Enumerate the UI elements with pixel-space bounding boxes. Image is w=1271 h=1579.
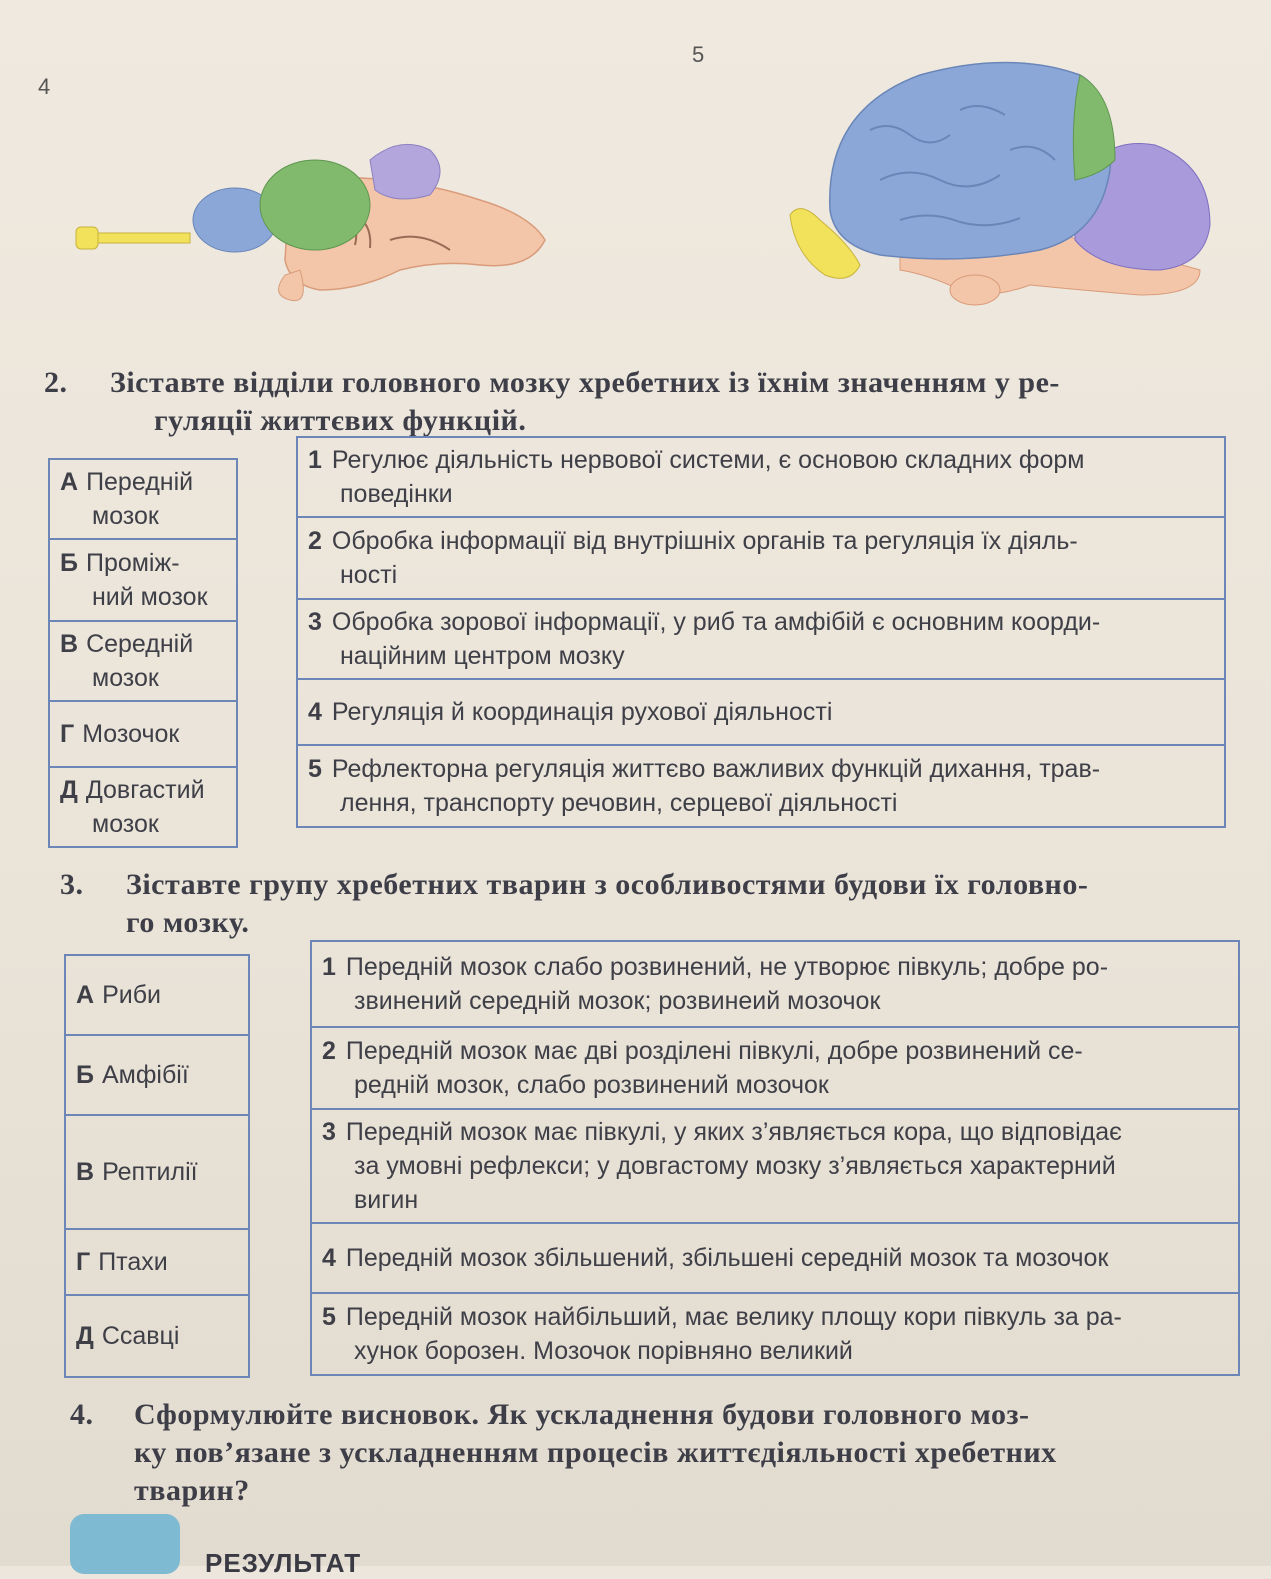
option-label: Рептилії bbox=[102, 1158, 198, 1186]
task-4-text-line-1: Сформулюйте висновок. Як ускладнення будови головного моз- bbox=[134, 1398, 1030, 1431]
task-3-right-row bbox=[311, 1109, 1239, 1223]
answer-text: Передній мозок слабо розвинений, не утворює півкуль; добре ро- bbox=[345, 953, 1109, 981]
task-3-number: 3. bbox=[60, 868, 84, 901]
task-4-heading bbox=[70, 1396, 1250, 1516]
task-3-left-row bbox=[65, 1035, 249, 1115]
option-label: Передній bbox=[86, 468, 194, 496]
task-3-left-row bbox=[65, 1115, 249, 1229]
task-3-right-cell bbox=[311, 1293, 1239, 1375]
option-letter: Д bbox=[76, 1322, 94, 1350]
task-3-right-table bbox=[310, 940, 1240, 1376]
option-letter: В bbox=[76, 1158, 95, 1186]
task-2-left-row bbox=[49, 459, 237, 539]
task-2-left-cell bbox=[49, 459, 237, 539]
task-3-text-line-2: го мозку. bbox=[126, 906, 250, 939]
answer-number: 2 bbox=[322, 1037, 336, 1065]
result-section-label: РЕЗУЛЬТАТ bbox=[205, 1548, 362, 1578]
option-label: Амфібії bbox=[101, 1061, 189, 1089]
answer-text: Обробка зорової інформації, у риб та амфібій є основним коорди- bbox=[331, 608, 1101, 636]
task-3-right-row bbox=[311, 1223, 1239, 1293]
answer-number: 1 bbox=[308, 446, 322, 474]
figure-label-4: 4 bbox=[38, 74, 51, 99]
task-2-right-row bbox=[297, 517, 1225, 599]
answer-text-cont: ності bbox=[340, 561, 398, 589]
task-3-heading bbox=[60, 866, 1250, 946]
answer-number: 3 bbox=[308, 608, 322, 636]
answer-number: 5 bbox=[322, 1303, 336, 1331]
task-2-right-cell bbox=[297, 599, 1225, 679]
option-label-cont: ний мозок bbox=[92, 583, 208, 611]
option-letter: Г bbox=[76, 1248, 91, 1276]
task-2-text-line-1: Зіставте відділи головного мозку хребетних із їхнім значенням у ре- bbox=[110, 366, 1060, 399]
task-3-left-cell bbox=[65, 1295, 249, 1377]
answer-text-cont: поведінки bbox=[340, 480, 453, 508]
answer-number: 4 bbox=[322, 1244, 336, 1272]
task-3-right-cell bbox=[311, 1109, 1239, 1223]
task-3-left-row bbox=[65, 955, 249, 1035]
option-label: Риби bbox=[102, 981, 161, 1009]
task-2-right-cell bbox=[297, 679, 1225, 745]
answer-text: Передній мозок має півкулі, у яких з’являється кора, що відповідає bbox=[345, 1118, 1122, 1146]
answer-text-cont: вигин bbox=[354, 1186, 419, 1214]
option-label: Довгастий bbox=[85, 776, 205, 804]
task-2-left-table bbox=[48, 458, 238, 848]
answer-number: 4 bbox=[308, 698, 322, 726]
task-2-left-row bbox=[49, 539, 237, 621]
task-3-right-cell bbox=[311, 1223, 1239, 1293]
task-2-left-cell bbox=[49, 767, 237, 847]
figure-label-5: 5 bbox=[692, 42, 705, 67]
answer-text-cont: наційним центром мозку bbox=[340, 642, 625, 670]
task-2-right-table bbox=[296, 436, 1226, 828]
task-2-left-cell bbox=[49, 701, 237, 767]
task-3-left-table bbox=[64, 954, 250, 1378]
task-2-text-line-2: гуляції життєвих функцій. bbox=[154, 404, 527, 437]
option-letter: Б bbox=[60, 549, 78, 577]
option-label-cont: мозок bbox=[92, 664, 159, 692]
answer-text: Рефлекторна регуляція життєво важливих функцій дихання, трав- bbox=[331, 755, 1101, 783]
task-3-right-row bbox=[311, 1027, 1239, 1109]
brain-illustration-mammal bbox=[780, 50, 1220, 310]
task-2-right-cell bbox=[297, 437, 1225, 517]
task-4-text-line-3: тварин? bbox=[134, 1474, 250, 1507]
task-3-left-cell bbox=[65, 1035, 249, 1115]
task-3-right-row bbox=[311, 1293, 1239, 1375]
task-3-right-row bbox=[311, 941, 1239, 1027]
answer-text: Передній мозок має дві розділені півкулі, добре розвинений се- bbox=[345, 1037, 1083, 1065]
task-2-heading bbox=[44, 364, 1244, 444]
option-letter: Д bbox=[60, 776, 78, 804]
answer-text: Регулює діяльність нервової системи, є основою складних форм bbox=[331, 446, 1085, 474]
option-label: Середній bbox=[86, 630, 194, 658]
brain-illustration-simple bbox=[60, 120, 580, 320]
option-label: Ссавці bbox=[101, 1322, 180, 1350]
task-2-left-cell bbox=[49, 621, 237, 701]
task-2-right-row bbox=[297, 745, 1225, 827]
option-letter: В bbox=[60, 630, 79, 658]
option-label-cont: мозок bbox=[92, 502, 159, 530]
task-2-right-cell bbox=[297, 745, 1225, 827]
option-letter: Г bbox=[60, 720, 75, 748]
option-label: Мозочок bbox=[82, 720, 180, 748]
task-2-left-row bbox=[49, 767, 237, 847]
task-3-right-cell bbox=[311, 941, 1239, 1027]
option-label: Проміж- bbox=[85, 549, 180, 577]
task-3-left-cell bbox=[65, 955, 249, 1035]
answer-text: Обробка інформації від внутрішніх органів та регуляція їх діяль- bbox=[331, 527, 1078, 555]
answer-number: 5 bbox=[308, 755, 322, 783]
option-letter: А bbox=[60, 468, 79, 496]
task-2-left-cell bbox=[49, 539, 237, 621]
task-2-left-row bbox=[49, 621, 237, 701]
task-2-right-cell bbox=[297, 517, 1225, 599]
option-label: Птахи bbox=[98, 1248, 168, 1276]
answer-text-cont: звинений середній мозок; розвинеий мозочок bbox=[354, 987, 881, 1015]
task-2-right-row bbox=[297, 679, 1225, 745]
option-letter: А bbox=[76, 981, 95, 1009]
answer-text-cont: редній мозок, слабо розвинений мозочок bbox=[354, 1071, 829, 1099]
task-3-left-row bbox=[65, 1229, 249, 1295]
task-3-left-row bbox=[65, 1295, 249, 1377]
answer-text-cont: хунок борозен. Мозочок порівняно великий bbox=[354, 1337, 853, 1365]
result-section-icon bbox=[70, 1514, 180, 1574]
task-2-right-row bbox=[297, 599, 1225, 679]
task-4-text-line-2: ку пов’язане з ускладненням процесів життєдіяльності хребетних bbox=[134, 1436, 1057, 1469]
task-2-number: 2. bbox=[44, 366, 68, 399]
answer-number: 1 bbox=[322, 953, 336, 981]
task-3-text-line-1: Зіставте групу хребетних тварин з особливостями будови їх головно- bbox=[126, 868, 1089, 901]
answer-text: Передній мозок найбільший, має велику площу кори півкуль за ра- bbox=[345, 1303, 1122, 1331]
answer-text: Регуляція й координація рухової діяльності bbox=[331, 698, 833, 726]
answer-text: Передній мозок збільшений, збільшені середній мозок та мозочок bbox=[345, 1244, 1109, 1272]
answer-text-cont: лення, транспорту речовин, серцевої діяльності bbox=[340, 789, 898, 817]
answer-number: 2 bbox=[308, 527, 322, 555]
task-2-left-row bbox=[49, 701, 237, 767]
task-3-left-cell bbox=[65, 1115, 249, 1229]
task-4-number: 4. bbox=[70, 1398, 94, 1431]
option-letter: Б bbox=[76, 1061, 94, 1089]
task-3-left-cell bbox=[65, 1229, 249, 1295]
task-2-right-row bbox=[297, 437, 1225, 517]
answer-text-cont: за умовні рефлекси; у довгастому мозку з’являється характерний bbox=[354, 1152, 1116, 1180]
task-3-right-cell bbox=[311, 1027, 1239, 1109]
answer-number: 3 bbox=[322, 1118, 336, 1146]
option-label-cont: мозок bbox=[92, 810, 159, 838]
